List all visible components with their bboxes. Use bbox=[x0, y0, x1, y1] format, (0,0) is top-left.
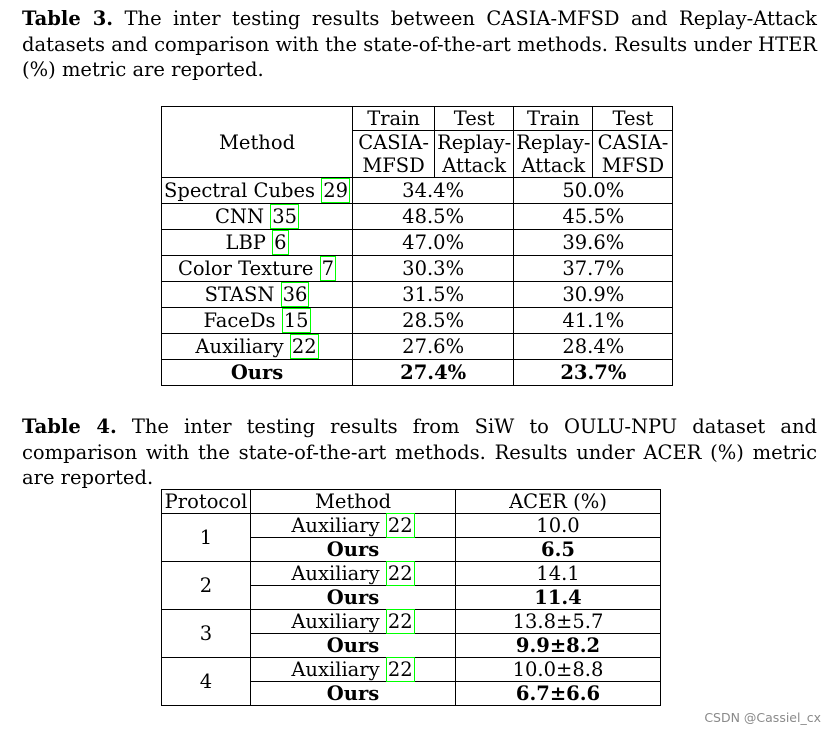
t3-header-test1: Test bbox=[435, 107, 514, 131]
citation-link[interactable]: 15 bbox=[283, 309, 309, 332]
method-name: Auxiliary bbox=[291, 658, 380, 681]
t4-ours-label: Ours bbox=[251, 682, 456, 706]
t4-acer-value: 13.8±5.7 bbox=[456, 610, 661, 634]
t4-header-method: Method bbox=[251, 490, 456, 514]
t4-ours-value: 6.7±6.6 bbox=[456, 682, 661, 706]
t4-ours-value: 6.5 bbox=[456, 538, 661, 562]
t4-ours-value: 9.9±8.2 bbox=[456, 634, 661, 658]
t4-protocol-id: 2 bbox=[162, 562, 251, 610]
t4-acer-value: 10.0±8.8 bbox=[456, 658, 661, 682]
citation-link[interactable]: 7 bbox=[321, 257, 335, 280]
method-name: Color Texture bbox=[177, 257, 314, 280]
t4-ours-label: Ours bbox=[251, 634, 456, 658]
t4-header-acer: ACER (%) bbox=[456, 490, 661, 514]
t3-value-casia-replay: 48.5% bbox=[353, 204, 514, 230]
citation-link[interactable]: 22 bbox=[387, 514, 413, 537]
t3-method-cell bbox=[162, 256, 353, 282]
table-row bbox=[162, 514, 661, 538]
t3-header-train1: Train bbox=[353, 107, 435, 131]
t3-header-c3a: Replay- bbox=[514, 131, 593, 155]
t4-protocol-id: 3 bbox=[162, 610, 251, 658]
t3-header-method: Method bbox=[162, 107, 353, 178]
t3-value-replay-casia: 39.6% bbox=[514, 230, 673, 256]
table3-caption-label: Table 3. bbox=[22, 7, 114, 30]
t3-value-replay-casia: 37.7% bbox=[514, 256, 673, 282]
t3-ours-replay-casia: 23.7% bbox=[514, 360, 673, 386]
t4-ours-label: Ours bbox=[251, 586, 456, 610]
table-row bbox=[162, 308, 673, 334]
method-name: Auxiliary bbox=[291, 610, 380, 633]
t4-protocol-id: 1 bbox=[162, 514, 251, 562]
citation-link[interactable]: 22 bbox=[291, 335, 317, 358]
t3-method-cell bbox=[162, 178, 353, 204]
t3-value-casia-replay: 28.5% bbox=[353, 308, 514, 334]
watermark: CSDN @Cassiel_cx bbox=[704, 710, 821, 725]
t3-method-cell bbox=[162, 334, 353, 360]
method-name: STASN bbox=[204, 283, 275, 306]
citation-link[interactable]: 22 bbox=[387, 610, 413, 633]
table-row bbox=[162, 562, 661, 586]
method-name: FaceDs bbox=[203, 309, 276, 332]
t3-header-c1b: MFSD bbox=[353, 154, 435, 178]
t3-value-replay-casia: 50.0% bbox=[514, 178, 673, 204]
t3-value-casia-replay: 47.0% bbox=[353, 230, 514, 256]
t4-method-cell bbox=[251, 514, 456, 538]
table-row bbox=[162, 256, 673, 282]
t4-method-cell bbox=[251, 610, 456, 634]
t3-value-casia-replay: 31.5% bbox=[353, 282, 514, 308]
table4-caption-label: Table 4. bbox=[22, 415, 117, 438]
t3-method-cell bbox=[162, 282, 353, 308]
t3-ours-label: Ours bbox=[162, 360, 353, 386]
t4-header-protocol: Protocol bbox=[162, 490, 251, 514]
table-row bbox=[162, 178, 673, 204]
table-row bbox=[162, 230, 673, 256]
t3-method-cell bbox=[162, 204, 353, 230]
table-row bbox=[162, 610, 661, 634]
t3-value-replay-casia: 45.5% bbox=[514, 204, 673, 230]
table3-caption-text: The inter testing results between CASIA-MFSD and Replay-Attack datasets and comparison with the state-of-the-art methods. Results under HTER (%) metric are reported. bbox=[22, 7, 817, 81]
t4-ours-value: 11.4 bbox=[456, 586, 661, 610]
t3-method-cell bbox=[162, 230, 353, 256]
table4 bbox=[161, 489, 661, 706]
table-row bbox=[162, 334, 673, 360]
t4-method-cell bbox=[251, 562, 456, 586]
t3-value-casia-replay: 34.4% bbox=[353, 178, 514, 204]
t3-value-replay-casia: 28.4% bbox=[514, 334, 673, 360]
t3-value-replay-casia: 30.9% bbox=[514, 282, 673, 308]
t3-method-cell bbox=[162, 308, 353, 334]
t3-value-casia-replay: 30.3% bbox=[353, 256, 514, 282]
method-name: Auxiliary bbox=[195, 335, 284, 358]
t4-protocol-id: 4 bbox=[162, 658, 251, 706]
table-row bbox=[162, 204, 673, 230]
table-row-ours bbox=[162, 360, 673, 386]
t3-header-test2: Test bbox=[593, 107, 673, 131]
t4-method-cell bbox=[251, 658, 456, 682]
t4-acer-value: 14.1 bbox=[456, 562, 661, 586]
t3-ours-casia-replay: 27.4% bbox=[353, 360, 514, 386]
table-row bbox=[162, 282, 673, 308]
method-name: Auxiliary bbox=[291, 514, 380, 537]
t3-header-c1a: CASIA- bbox=[353, 131, 435, 155]
citation-link[interactable]: 35 bbox=[272, 205, 298, 228]
t3-header-c4b: MFSD bbox=[593, 154, 673, 178]
table3-caption bbox=[22, 6, 817, 83]
citation-link[interactable]: 29 bbox=[323, 179, 349, 202]
citation-link[interactable]: 22 bbox=[387, 658, 413, 681]
t4-ours-label: Ours bbox=[251, 538, 456, 562]
table4-caption bbox=[22, 414, 817, 491]
method-name: Spectral Cubes bbox=[164, 179, 316, 202]
t4-acer-value: 10.0 bbox=[456, 514, 661, 538]
citation-link[interactable]: 22 bbox=[387, 562, 413, 585]
t3-header-c4a: CASIA- bbox=[593, 131, 673, 155]
t3-header-c2a: Replay- bbox=[435, 131, 514, 155]
t3-header-c2b: Attack bbox=[435, 154, 514, 178]
t3-value-replay-casia: 41.1% bbox=[514, 308, 673, 334]
method-name: CNN bbox=[214, 205, 265, 228]
method-name: LBP bbox=[225, 231, 266, 254]
t3-header-c3b: Attack bbox=[514, 154, 593, 178]
table3 bbox=[161, 106, 673, 386]
citation-link[interactable]: 36 bbox=[282, 283, 308, 306]
citation-link[interactable]: 6 bbox=[274, 231, 287, 254]
t3-header-train2: Train bbox=[514, 107, 593, 131]
table-row bbox=[162, 658, 661, 682]
t3-value-casia-replay: 27.6% bbox=[353, 334, 514, 360]
method-name: Auxiliary bbox=[291, 562, 380, 585]
table4-caption-text: The inter testing results from SiW to OULU-NPU dataset and comparison with the state-of-the-art methods. Results under ACER (%) metric are reported. bbox=[22, 415, 818, 489]
